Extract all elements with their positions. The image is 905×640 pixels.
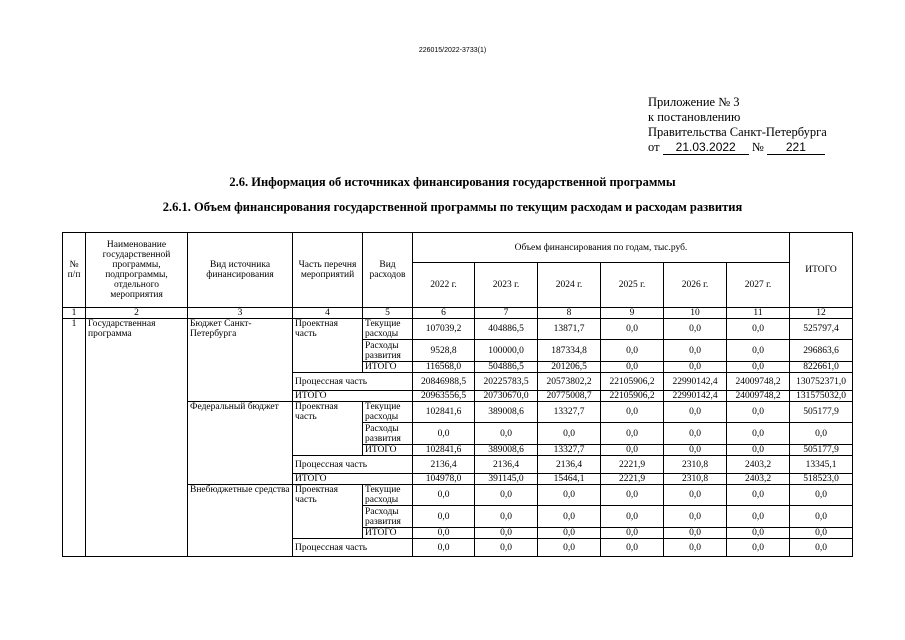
project-total-value: 0,0 (664, 528, 727, 539)
current-value: 0,0 (727, 319, 790, 340)
appendix-date-line (648, 140, 827, 155)
project-total-value: 0,0 (538, 528, 601, 539)
current-value: 0,0 (601, 319, 664, 340)
process-part-label: Процессная часть (293, 456, 413, 474)
development-value: 0,0 (538, 423, 601, 445)
column-number: 11 (727, 308, 790, 319)
process-value: 2221,9 (601, 456, 664, 474)
column-number: 2 (86, 308, 188, 319)
header-num: № п/п (63, 233, 86, 308)
development-expenses-label: Расходы развития (363, 423, 413, 445)
development-value: 0,0 (727, 340, 790, 362)
total-value: 22105906,2 (601, 391, 664, 402)
process-value: 2136,4 (475, 456, 538, 474)
table-row (63, 319, 853, 340)
section-subtitle: 2.6.1. Объем финансирования государственной программы по текущим расходам и расходам развития (162, 200, 743, 214)
process-value: 22990142,4 (664, 373, 727, 391)
project-total-value: 0,0 (413, 528, 475, 539)
project-total-value: 0,0 (601, 445, 664, 456)
total-value: 15464,1 (538, 474, 601, 485)
header-total: ИТОГО (790, 233, 853, 308)
development-value: 296863,6 (790, 340, 853, 362)
total-value: 20730670,0 (475, 391, 538, 402)
total-value: 2310,8 (664, 474, 727, 485)
current-value: 0,0 (727, 402, 790, 423)
project-total-value: 0,0 (664, 362, 727, 373)
current-value: 0,0 (601, 402, 664, 423)
current-value: 0,0 (664, 319, 727, 340)
current-expenses-label: Текущие расходы (363, 319, 413, 340)
process-value: 2136,4 (538, 456, 601, 474)
total-value: 22990142,4 (664, 391, 727, 402)
column-number: 1 (63, 308, 86, 319)
process-value: 2403,2 (727, 456, 790, 474)
development-value: 0,0 (601, 506, 664, 528)
total-value: 2221,9 (601, 474, 664, 485)
document-id: 226015/2022-3733(1) (418, 47, 487, 54)
development-expenses-label: Расходы развития (363, 506, 413, 528)
column-number: 8 (538, 308, 601, 319)
current-expenses-label: Текущие расходы (363, 402, 413, 423)
project-total-value: 102841,6 (413, 445, 475, 456)
process-value: 20573802,2 (538, 373, 601, 391)
appendix-title: Приложение № 3 (648, 95, 740, 109)
appendix-authority: Правительства Санкт-Петербурга (648, 125, 827, 139)
development-value: 0,0 (664, 506, 727, 528)
total-value: 518523,0 (790, 474, 853, 485)
process-part-label: Процессная часть (293, 539, 413, 557)
column-number: 6 (413, 308, 475, 319)
project-total-label: ИТОГО (363, 362, 413, 373)
decree-number: 221 (767, 141, 825, 155)
column-numbers-row (63, 308, 853, 319)
current-value: 0,0 (475, 485, 538, 506)
total-value: 20775008,7 (538, 391, 601, 402)
process-value: 0,0 (727, 539, 790, 557)
current-value: 0,0 (664, 402, 727, 423)
current-value: 0,0 (538, 485, 601, 506)
process-value: 0,0 (475, 539, 538, 557)
project-part-label: Проектная часть (293, 319, 363, 373)
column-number: 4 (293, 308, 363, 319)
current-value: 0,0 (664, 485, 727, 506)
project-total-value: 201206,5 (538, 362, 601, 373)
project-total-value: 0,0 (601, 362, 664, 373)
process-value: 2136,4 (413, 456, 475, 474)
development-value: 0,0 (601, 423, 664, 445)
project-total-value: 389008,6 (475, 445, 538, 456)
header-expense: Вид расходов (363, 233, 413, 308)
current-value: 0,0 (727, 485, 790, 506)
project-total-value: 0,0 (727, 362, 790, 373)
project-total-value: 0,0 (790, 528, 853, 539)
project-total-value: 13327,7 (538, 445, 601, 456)
development-value: 0,0 (727, 423, 790, 445)
header-volume: Объем финансирования по годам, тыс.руб. (413, 233, 790, 263)
total-value: 391145,0 (475, 474, 538, 485)
row-number: 1 (63, 319, 86, 557)
development-value: 0,0 (727, 506, 790, 528)
column-number: 5 (363, 308, 413, 319)
header-part: Часть перечня мероприятий (293, 233, 363, 308)
process-value: 0,0 (538, 539, 601, 557)
date-prefix: от (648, 140, 660, 154)
appendix-block (648, 95, 827, 155)
process-value: 20225783,5 (475, 373, 538, 391)
process-value: 24009748,2 (727, 373, 790, 391)
current-value: 0,0 (413, 485, 475, 506)
current-value: 0,0 (601, 485, 664, 506)
project-total-value: 0,0 (475, 528, 538, 539)
header-year: 2024 г. (538, 263, 601, 308)
header-year: 2025 г. (601, 263, 664, 308)
current-value: 13871,7 (538, 319, 601, 340)
process-value: 0,0 (413, 539, 475, 557)
current-value: 0,0 (790, 485, 853, 506)
source-total-label: ИТОГО (293, 474, 413, 485)
column-number: 7 (475, 308, 538, 319)
project-total-value: 0,0 (601, 528, 664, 539)
development-value: 0,0 (790, 423, 853, 445)
total-value: 20963556,5 (413, 391, 475, 402)
header-year: 2023 г. (475, 263, 538, 308)
total-value: 104978,0 (413, 474, 475, 485)
current-value: 525797,4 (790, 319, 853, 340)
project-total-value: 0,0 (727, 528, 790, 539)
current-value: 404886,5 (475, 319, 538, 340)
funding-source: Внебюджетные средства (188, 485, 293, 557)
process-value: 2310,8 (664, 456, 727, 474)
appendix-reference: к постановлению (648, 110, 741, 124)
column-number: 9 (601, 308, 664, 319)
total-value: 131575032,0 (790, 391, 853, 402)
source-total-label: ИТОГО (293, 391, 413, 402)
process-value: 130752371,0 (790, 373, 853, 391)
total-value: 2403,2 (727, 474, 790, 485)
project-total-value: 0,0 (727, 445, 790, 456)
current-value: 102841,6 (413, 402, 475, 423)
project-total-label: ИТОГО (363, 528, 413, 539)
decree-date: 21.03.2022 (663, 141, 749, 155)
project-total-value: 0,0 (664, 445, 727, 456)
project-total-value: 822661,0 (790, 362, 853, 373)
development-value: 0,0 (413, 506, 475, 528)
financing-table (62, 232, 853, 557)
current-value: 107039,2 (413, 319, 475, 340)
development-value: 0,0 (601, 340, 664, 362)
header-name: Наименование государственной программы, подпрограммы, отдельного мероприятия (86, 233, 188, 308)
process-value: 0,0 (790, 539, 853, 557)
development-value: 9528,8 (413, 340, 475, 362)
header-year: 2026 г. (664, 263, 727, 308)
funding-source: Бюджет Санкт-Петербурга (188, 319, 293, 402)
header-year: 2022 г. (413, 263, 475, 308)
total-value: 24009748,2 (727, 391, 790, 402)
process-part-label: Процессная часть (293, 373, 413, 391)
development-value: 0,0 (475, 423, 538, 445)
project-total-label: ИТОГО (363, 445, 413, 456)
current-value: 505177,9 (790, 402, 853, 423)
section-title: 2.6. Информация об источниках финансирования государственной программы (229, 175, 676, 189)
column-number: 3 (188, 308, 293, 319)
current-value: 13327,7 (538, 402, 601, 423)
development-value: 0,0 (475, 506, 538, 528)
development-value: 100000,0 (475, 340, 538, 362)
development-value: 0,0 (664, 423, 727, 445)
header-source: Вид источника финансирования (188, 233, 293, 308)
process-value: 0,0 (601, 539, 664, 557)
current-value: 389008,6 (475, 402, 538, 423)
development-value: 0,0 (790, 506, 853, 528)
process-value: 13345,1 (790, 456, 853, 474)
project-part-label: Проектная часть (293, 485, 363, 539)
project-total-value: 505177,9 (790, 445, 853, 456)
column-number: 12 (790, 308, 853, 319)
header-year: 2027 г. (727, 263, 790, 308)
development-expenses-label: Расходы развития (363, 340, 413, 362)
project-total-value: 116568,0 (413, 362, 475, 373)
process-value: 22105906,2 (601, 373, 664, 391)
development-value: 0,0 (413, 423, 475, 445)
program-name: Государственная программа (86, 319, 188, 557)
process-value: 0,0 (664, 539, 727, 557)
development-value: 187334,8 (538, 340, 601, 362)
process-value: 20846988,5 (413, 373, 475, 391)
column-number: 10 (664, 308, 727, 319)
number-prefix: № (751, 140, 764, 154)
development-value: 0,0 (538, 506, 601, 528)
funding-source: Федеральный бюджет (188, 402, 293, 485)
development-value: 0,0 (664, 340, 727, 362)
current-expenses-label: Текущие расходы (363, 485, 413, 506)
project-part-label: Проектная часть (293, 402, 363, 456)
project-total-value: 504886,5 (475, 362, 538, 373)
